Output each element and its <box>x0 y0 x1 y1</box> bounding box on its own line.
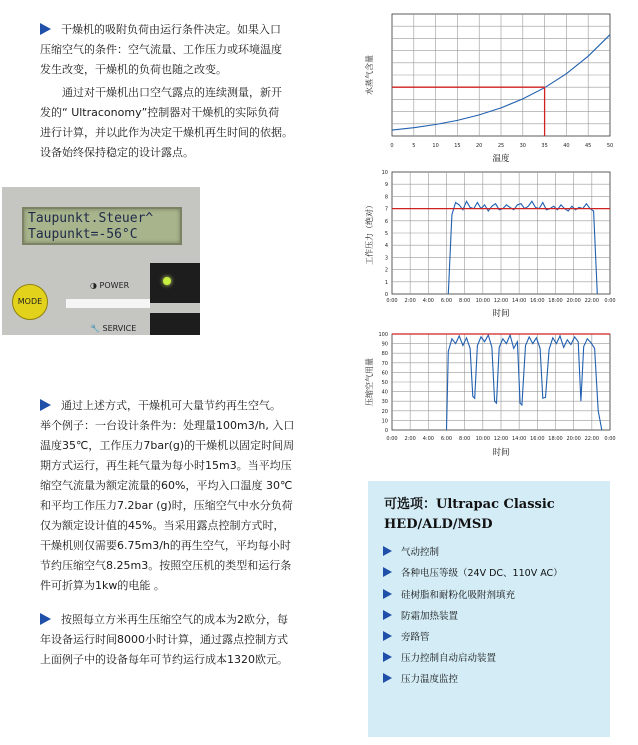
x-tick-label: 14:00 <box>511 298 527 304</box>
para-line: 通过上述方式，干燥机可大量节约再生空气。 <box>40 396 332 416</box>
y-tick-label: 0 <box>384 292 388 298</box>
option-item: 气动控制 <box>383 544 439 558</box>
x-tick-label: 10:00 <box>475 298 491 304</box>
y-tick-label: 100 <box>378 332 388 338</box>
para-line: 温度35℃，工作压力7bar(g)的干燥机以固定时间周 <box>40 439 295 452</box>
y-tick-label: 0 <box>384 428 388 434</box>
bullet-triangle-icon <box>383 652 392 662</box>
x-tick-label: 20:00 <box>566 298 581 304</box>
x-axis-label: 时间 <box>492 309 510 319</box>
x-tick-label: 4:00 <box>422 436 434 442</box>
bullet-triangle-icon <box>40 399 51 411</box>
bullet-triangle-icon <box>383 673 392 683</box>
x-tick-label: 10 <box>432 143 439 149</box>
x-tick-label: 22:00 <box>584 298 600 304</box>
service-label: 🔧 SERVICE <box>90 324 137 333</box>
y-tick-label: 70 <box>381 360 388 367</box>
x-tick-label: 20 <box>476 143 483 149</box>
bullet-triangle-icon <box>383 631 392 641</box>
x-tick-label: 35 <box>541 143 548 149</box>
option-item: 各种电压等级（24V DC、110V AC） <box>383 565 563 579</box>
x-tick-label: 0:00 <box>604 436 616 442</box>
para-line: 按照每立方米再生压缩空气的成本为2欧分，每 <box>40 610 332 630</box>
x-tick-label: 20:00 <box>566 436 581 442</box>
power-half-circle-icon: ◑ <box>90 281 100 290</box>
mode-button[interactable]: MODE <box>12 284 48 320</box>
x-axis-label: 时间 <box>492 448 510 458</box>
y-axis-label: 水蒸气含量 <box>365 55 374 95</box>
x-tick-label: 22:00 <box>584 436 600 442</box>
lcd-display <box>22 207 182 245</box>
x-tick-label: 15 <box>454 143 461 149</box>
x-tick-label: 4:00 <box>422 298 434 304</box>
x-tick-label: 0:00 <box>604 298 616 304</box>
para-line: 节约压缩空气8.25m3。按照空压机的类型和运行条 <box>40 559 292 572</box>
x-tick-label: 12:00 <box>493 298 509 304</box>
para-line: 发的“ Ultraconomy”控制器对干燥机的实际负荷 <box>40 106 280 119</box>
x-axis-label: 温度 <box>492 154 510 164</box>
para-line: 件可折算为1kw的电能 。 <box>40 579 165 592</box>
bullet-triangle-icon <box>383 546 392 556</box>
para-line: 期方式运行，再生耗气量为每小时15m3。当平均压 <box>40 459 292 472</box>
option-item: 旁路管 <box>383 629 430 643</box>
y-axis-label: 压缩空气用量 <box>365 358 374 406</box>
para-line: 和平均工作压力7.2bar (g)时，压缩空气中水分负荷 <box>40 499 293 512</box>
y-tick-label: 10 <box>381 170 388 176</box>
lcd-line-2: Taupunkt=-56°C <box>28 227 138 242</box>
options-title <box>384 495 555 535</box>
dryer-controller-panel <box>2 187 200 335</box>
y-tick-label: 1 <box>384 279 388 286</box>
x-tick-label: 0:00 <box>386 298 398 304</box>
para-line: 通过对干燥机出口空气露点的连续测量，新开 <box>62 86 282 99</box>
chart-air-consumption-vs-time <box>362 328 632 466</box>
para-line: 干燥机的吸附负荷由运行条件决定。如果入口 <box>40 20 332 40</box>
y-tick-label: 3 <box>384 255 388 262</box>
y-axis-label: 工作压力（绝对） <box>365 201 374 265</box>
bullet-triangle-icon <box>383 610 392 620</box>
option-item: 压力温度监控 <box>383 671 458 685</box>
y-tick-label: 90 <box>381 341 388 348</box>
x-tick-label: 40 <box>563 143 570 149</box>
options-title-line-2: HED/ALD/MSD <box>384 517 493 532</box>
para-line: 发生改变，干燥机的负荷也随之改变。 <box>40 63 227 76</box>
option-item: 硅树脂和耐粉化吸附剂填充 <box>383 587 515 601</box>
paragraph-cost <box>40 610 332 670</box>
x-tick-label: 16:00 <box>530 436 545 442</box>
y-tick-label: 5 <box>384 231 388 237</box>
x-tick-label: 10:00 <box>475 436 491 442</box>
y-tick-label: 2 <box>384 267 388 274</box>
paragraph-ultraconomy <box>40 83 332 163</box>
x-tick-label: 5 <box>412 143 416 149</box>
y-tick-label: 80 <box>381 351 388 358</box>
x-tick-label: 0 <box>390 143 394 149</box>
options-box <box>368 481 610 737</box>
y-tick-label: 30 <box>381 399 388 406</box>
y-tick-label: 60 <box>381 370 388 377</box>
y-tick-label: 9 <box>384 182 388 189</box>
x-tick-label: 16:00 <box>530 298 545 304</box>
x-tick-label: 50 <box>606 143 614 149</box>
paragraph-example <box>40 396 332 596</box>
x-tick-label: 12:00 <box>493 436 509 442</box>
x-tick-label: 2:00 <box>404 436 416 442</box>
x-tick-label: 6:00 <box>440 436 453 442</box>
power-label: ◑ POWER <box>90 281 130 290</box>
x-tick-label: 45 <box>585 143 592 149</box>
x-tick-label: 18:00 <box>548 298 563 304</box>
x-tick-label: 25 <box>497 143 505 149</box>
x-tick-label: 8:00 <box>459 298 471 304</box>
x-tick-label: 8:00 <box>459 436 471 442</box>
wrench-icon: 🔧 <box>90 324 103 333</box>
lcd-line-1: Taupunkt.Steuer^ <box>28 211 154 226</box>
y-tick-label: 20 <box>381 408 388 415</box>
y-tick-label: 10 <box>381 418 388 425</box>
para-line: 干燥机则仅需要6.75m3/h的再生空气，平均每小时 <box>40 539 291 552</box>
y-tick-label: 8 <box>384 194 388 201</box>
para-line: 压缩空气的条件：空气流量、工作压力或环境温度 <box>40 43 282 56</box>
x-tick-label: 18:00 <box>548 436 563 442</box>
x-tick-label: 14:00 <box>511 436 527 442</box>
y-tick-label: 40 <box>381 389 388 396</box>
bullet-triangle-icon <box>383 567 392 577</box>
power-led-icon <box>163 277 171 285</box>
para-line: 设备始终保持稳定的设计露点。 <box>40 146 194 159</box>
chart-working-pressure-vs-time <box>362 164 632 319</box>
para-line: 年设备运行时间8000小时计算，通过露点控制方式 <box>40 633 288 646</box>
para-line: 进行计算，并以此作为决定干燥机再生时间的依据。 <box>40 126 293 139</box>
power-indicator-block <box>150 263 200 303</box>
paragraph-load <box>40 20 332 80</box>
bullet-triangle-icon <box>40 23 51 35</box>
options-title-line-1: 可选项：Ultrapac Classic <box>384 497 555 512</box>
option-item: 压力控制自动启动装置 <box>383 650 496 664</box>
y-tick-label: 50 <box>381 380 388 386</box>
option-item: 防霜加热装置 <box>383 608 458 622</box>
para-line: 仅为额定设计值的45%。当采用露点控制方式时， <box>40 519 285 532</box>
service-indicator-block <box>150 313 200 335</box>
para-line: 上面例子中的设备每年可节约运行成本1320欧元。 <box>40 653 288 666</box>
chart-water-vapor-vs-temperature <box>362 6 632 166</box>
para-line: 缩空气流量为额定流量的60%，平均入口温度 30℃ <box>40 479 293 492</box>
y-tick-label: 6 <box>384 218 388 225</box>
y-tick-label: 4 <box>384 243 388 250</box>
para-line: 举个例子：一台设计条件为：处理量100m3/h, 入口 <box>40 419 295 432</box>
y-tick-label: 7 <box>384 206 388 213</box>
bullet-triangle-icon <box>40 613 51 625</box>
x-tick-label: 6:00 <box>440 298 453 304</box>
x-tick-label: 0:00 <box>386 436 398 442</box>
bullet-triangle-icon <box>383 589 392 599</box>
x-tick-label: 2:00 <box>404 298 416 304</box>
label-strip <box>66 299 150 308</box>
x-tick-label: 30 <box>519 143 526 149</box>
